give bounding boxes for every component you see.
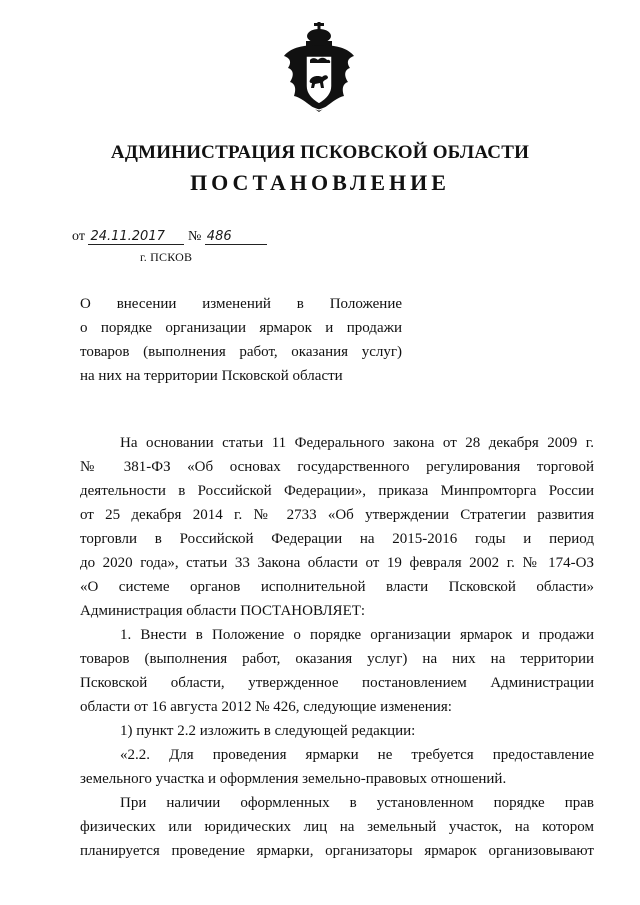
pskov-coat-of-arms-icon xyxy=(278,22,360,114)
body-line: планируется проведение ярмарки, организаторы ярмарок организовывают xyxy=(80,843,594,859)
handwritten-date: 24.11.2017 xyxy=(88,230,184,245)
body-line: от 25 декабря 2014 г. № 2733 «Об утверждении Стратегии развития xyxy=(80,507,594,523)
paragraph-clause-2-2 xyxy=(80,743,594,791)
document-body xyxy=(80,431,594,863)
subject-line: о порядке организации ярмарок и продажи xyxy=(80,320,402,336)
number-prefix: № xyxy=(187,229,202,244)
paragraph-item-1 xyxy=(80,623,594,719)
date-number-line xyxy=(72,229,267,245)
city-label: г. ПСКОВ xyxy=(140,250,193,264)
body-line: На основании статьи 11 Федерального закона от 28 декабря 2009 г. xyxy=(120,435,594,451)
body-line: физических или юридических лиц на земельный участок, на котором xyxy=(80,819,594,835)
subject-line: товаров (выполнения работ, оказания услуг) xyxy=(80,344,402,360)
subject-line: О внесении изменений в Положение xyxy=(80,296,402,312)
handwritten-number: 486 xyxy=(205,230,267,245)
paragraph-subitem-1 xyxy=(80,719,594,743)
body-line: Администрация области ПОСТАНОВЛЯЕТ: xyxy=(80,603,366,619)
date-prefix: от xyxy=(72,229,85,244)
body-line: до 2020 года», статьи 33 Закона области от 19 февраля 2002 г. № 174-ОЗ xyxy=(80,555,594,571)
organization-title: АДМИНИСТРАЦИЯ ПСКОВСКОЙ ОБЛАСТИ xyxy=(110,142,530,163)
subject-block xyxy=(80,292,402,388)
body-line: области от 16 августа 2012 № 426, следующие изменения: xyxy=(80,699,452,715)
document-type-title: ПОСТАНОВЛЕНИЕ xyxy=(190,170,450,195)
body-line: деятельности в Российской Федерации», приказа Минпромторга России xyxy=(80,483,594,499)
body-line: земельного участка и оформления земельно-правовых отношений. xyxy=(80,771,507,787)
paragraph-clause-rights xyxy=(80,791,594,863)
body-line: «О системе органов исполнительной власти Псковской области» xyxy=(80,579,594,595)
body-line: 1) пункт 2.2 изложить в следующей редакции: xyxy=(120,723,416,739)
body-line: «2.2. Для проведения ярмарки не требуется предоставление xyxy=(120,747,594,763)
body-line: При наличии оформленных в установленном порядке прав xyxy=(120,795,594,811)
subject-line: на них на территории Псковской области xyxy=(80,368,343,384)
body-line: № 381-ФЗ «Об основах государственного регулирования торговой xyxy=(80,459,594,475)
body-line: торговли в Российской Федерации на 2015-2016 годы и период xyxy=(80,531,594,547)
body-line: Псковской области, утвержденное постановлением Администрации xyxy=(80,675,594,691)
paragraph-legal-basis xyxy=(80,431,594,623)
body-line: 1. Внести в Положение о порядке организации ярмарок и продажи xyxy=(120,627,594,643)
body-line: товаров (выполнения работ, оказания услуг) на них на территории xyxy=(80,651,594,667)
